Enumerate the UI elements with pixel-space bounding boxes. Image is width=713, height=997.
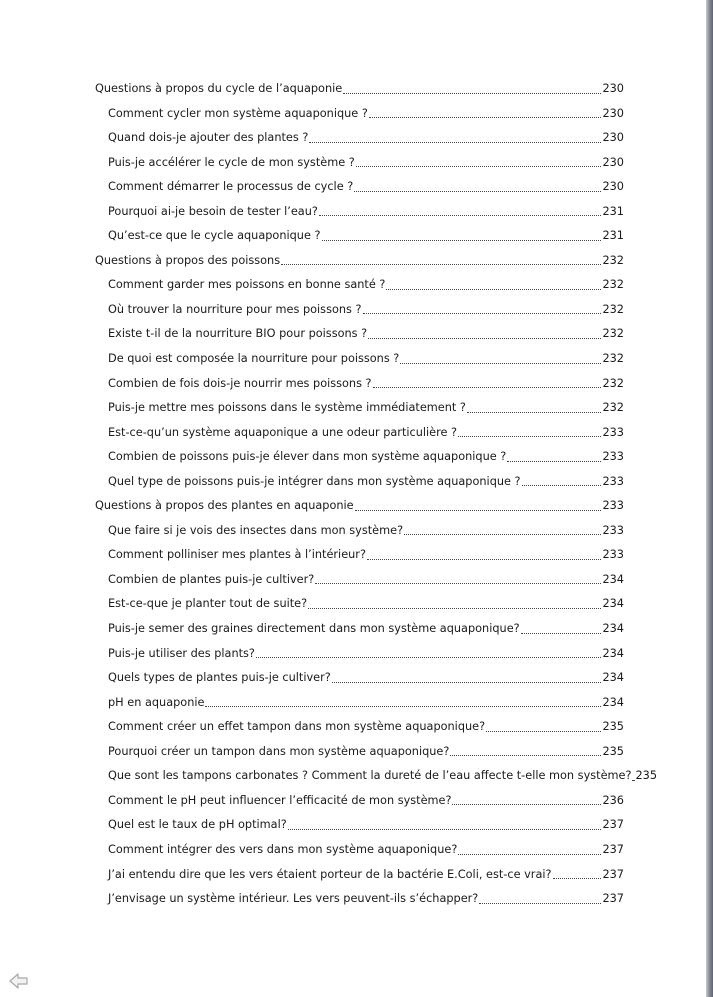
toc-page-number: 230 (602, 155, 624, 169)
toc-page-number: 232 (602, 253, 624, 267)
toc-entry-title: Est-ce-que je planter tout de suite? (108, 597, 308, 611)
toc-entry-title: Pourquoi ai-je besoin de tester l’eau? (108, 204, 318, 218)
toc-entry-title: Puis-je semer des graines directement dans mon système aquaponique? (108, 622, 520, 636)
toc-dot-leader (553, 877, 602, 879)
toc-dot-leader (363, 312, 602, 314)
toc-page-number: 231 (602, 229, 624, 243)
toc-page-number: 230 (602, 131, 624, 145)
toc-entry-title: Quels types de plantes puis-je cultiver? (108, 671, 331, 685)
toc-entry[interactable] (95, 177, 624, 202)
toc-entry[interactable] (95, 766, 658, 791)
toc-entry[interactable] (95, 324, 624, 349)
toc-page-number: 232 (602, 376, 624, 390)
toc-entry[interactable] (95, 865, 624, 890)
toc-dot-leader (369, 116, 602, 118)
toc-entry[interactable] (95, 521, 624, 546)
toc-entry-title: Questions à propos du cycle de l’aquaponie (95, 82, 343, 95)
toc-dot-leader (356, 165, 602, 167)
toc-entry-title: Combien de plantes puis-je cultiver? (108, 572, 315, 586)
toc-entry-title: Quel type de poissons puis-je intégrer dans mon système aquaponique ? (108, 474, 521, 488)
toc-entry-title: De quoi est composée la nourriture pour poissons ? (108, 352, 400, 366)
toc-dot-leader (319, 214, 602, 216)
toc-dot-leader (368, 337, 601, 339)
toc-dot-leader (400, 362, 601, 364)
toc-dot-leader (479, 902, 601, 904)
toc-entry-title: Qu’est-ce que le cycle aquaponique ? (108, 229, 321, 243)
toc-dot-leader (205, 705, 601, 707)
toc-page-number: 234 (602, 622, 624, 636)
toc-entry-title: Comment démarrer le processus de cycle ? (108, 180, 354, 194)
toc-page-number: 235 (602, 720, 624, 734)
toc-dot-leader (452, 803, 601, 805)
toc-page-number: 233 (602, 425, 624, 439)
toc-page-number: 230 (602, 106, 624, 120)
toc-entry[interactable] (95, 226, 624, 251)
toc-dot-leader (486, 730, 601, 732)
toc-dot-leader (281, 263, 601, 265)
toc-page-number: 232 (602, 278, 624, 292)
toc-page-number: 231 (602, 204, 624, 218)
toc-page-number: 237 (602, 818, 624, 832)
toc-entry[interactable] (95, 374, 624, 399)
toc-page-number: 236 (602, 793, 624, 807)
toc-dot-leader (450, 754, 601, 756)
toc-entry-title: Quand dois-je ajouter des plantes ? (108, 131, 309, 145)
toc-entry[interactable] (95, 275, 624, 300)
toc-page-number: 235 (635, 769, 658, 783)
toc-page-number: 233 (602, 499, 624, 513)
toc-page-number: 234 (602, 572, 624, 586)
toc-dot-leader (308, 607, 601, 609)
toc-entry[interactable] (95, 717, 624, 742)
toc-entry-title: Existe t-il de la nourriture BIO pour poissons ? (108, 327, 368, 341)
toc-section-heading[interactable] (95, 79, 624, 104)
toc-page-number: 232 (602, 327, 624, 341)
toc-dot-leader (322, 239, 602, 241)
toc-entry-title: Où trouver la nourriture pour mes poissons ? (108, 302, 362, 316)
toc-dot-leader (404, 533, 601, 535)
toc-entry[interactable] (95, 300, 624, 325)
toc-section-heading[interactable] (95, 496, 624, 521)
toc-entry[interactable] (95, 742, 624, 767)
toc-entry-title: Comment le pH peut influencer l’efficacité de mon système? (108, 793, 452, 807)
toc-entry[interactable] (95, 644, 624, 669)
toc-page-number: 237 (602, 867, 624, 881)
toc-page-number: 234 (602, 695, 624, 709)
toc-dot-leader (521, 632, 602, 634)
toc-entry[interactable] (95, 889, 624, 914)
toc-page-number: 232 (602, 352, 624, 366)
toc-entry[interactable] (95, 398, 624, 423)
toc-page-number: 232 (602, 302, 624, 316)
toc-entry-title: Que faire si je vois des insectes dans mon système? (108, 523, 404, 537)
table-of-contents (95, 79, 658, 914)
toc-entry[interactable] (95, 668, 624, 693)
toc-dot-leader (458, 435, 601, 437)
toc-dot-leader (632, 779, 634, 781)
toc-page-number: 237 (602, 842, 624, 856)
back-arrow-icon[interactable] (9, 972, 29, 990)
toc-entry[interactable] (95, 545, 624, 570)
toc-page-number: 234 (602, 646, 624, 660)
toc-entry-title: Combien de fois dois-je nourrir mes poissons ? (108, 376, 372, 390)
toc-dot-leader (507, 460, 601, 462)
toc-entry[interactable] (95, 202, 624, 227)
toc-page-number: 233 (602, 450, 624, 464)
toc-entry-title: Questions à propos des plantes en aquaponie (95, 499, 354, 513)
toc-entry[interactable] (95, 791, 624, 816)
toc-page-number: 233 (602, 548, 624, 562)
toc-entry-title: Comment intégrer des vers dans mon système aquaponique? (108, 842, 458, 856)
toc-entry-title: Comment créer un effet tampon dans mon système aquaponique? (108, 720, 486, 734)
toc-entry[interactable] (95, 693, 624, 718)
toc-page-number: 235 (602, 744, 624, 758)
toc-entry[interactable] (95, 815, 624, 840)
toc-entry-title: Est-ce-qu’un système aquaponique a une odeur particulière ? (108, 425, 458, 439)
toc-dot-leader (332, 681, 602, 683)
toc-entry-title: Combien de poissons puis-je élever dans mon système aquaponique ? (108, 450, 507, 464)
toc-entry-title: Quel est le taux de pH optimal? (108, 818, 287, 832)
toc-dot-leader (367, 558, 601, 560)
toc-page-number: 230 (602, 180, 624, 194)
toc-page-number: 234 (602, 671, 624, 685)
toc-dot-leader (373, 386, 602, 388)
toc-dot-leader (386, 288, 601, 290)
toc-entry[interactable] (95, 619, 624, 644)
toc-entry[interactable] (95, 570, 624, 595)
toc-entry-title: Comment cycler mon système aquaponique ? (108, 106, 368, 120)
toc-page-number: 237 (602, 892, 624, 906)
toc-entry-title: Que sont les tampons carbonates ? Comment la dureté de l’eau affecte t-elle mon système? (108, 769, 632, 783)
toc-entry[interactable] (95, 594, 624, 619)
toc-entry[interactable] (95, 153, 624, 178)
toc-page-number: 233 (602, 523, 624, 537)
toc-entry-title: Puis-je accélérer le cycle de mon système ? (108, 155, 355, 169)
toc-dot-leader (315, 582, 601, 584)
toc-page-number: 233 (602, 474, 624, 488)
toc-entry-title: J’envisage un système intérieur. Les vers peuvent-ils s’échapper? (108, 892, 479, 906)
toc-dot-leader (458, 853, 601, 855)
toc-entry[interactable] (95, 447, 624, 472)
toc-entry[interactable] (95, 104, 624, 129)
toc-entry-title: Puis-je mettre mes poissons dans le système immédiatement ? (108, 401, 466, 415)
toc-entry[interactable] (95, 128, 624, 153)
toc-page-number: 232 (602, 401, 624, 415)
toc-page-number: 234 (602, 597, 624, 611)
toc-entry[interactable] (95, 472, 624, 497)
toc-dot-leader (522, 484, 602, 486)
toc-dot-leader (354, 190, 601, 192)
page-edge-shadow (706, 0, 713, 997)
toc-entry[interactable] (95, 840, 624, 865)
toc-entry[interactable] (95, 423, 624, 448)
toc-entry-title: J’ai entendu dire que les vers étaient porteur de la bactérie E.Coli, est-ce vrai? (108, 867, 552, 881)
toc-dot-leader (309, 141, 601, 143)
toc-entry-title: Questions à propos des poissons (95, 253, 281, 267)
toc-section-heading[interactable] (95, 251, 624, 276)
toc-entry-title: Comment garder mes poissons en bonne santé ? (108, 278, 386, 292)
toc-page-number: 230 (602, 82, 624, 95)
toc-dot-leader (256, 656, 602, 658)
toc-entry-title: pH en aquaponie (108, 695, 205, 709)
toc-dot-leader (467, 411, 602, 413)
toc-dot-leader (343, 92, 601, 94)
toc-entry-title: Comment polliniser mes plantes à l’intérieur? (108, 548, 366, 562)
toc-entry-title: Puis-je utiliser des plants? (108, 646, 255, 660)
toc-dot-leader (355, 509, 602, 511)
toc-entry-title: Pourquoi créer un tampon dans mon système aquaponique? (108, 744, 450, 758)
toc-dot-leader (288, 828, 602, 830)
toc-entry[interactable] (95, 349, 624, 374)
